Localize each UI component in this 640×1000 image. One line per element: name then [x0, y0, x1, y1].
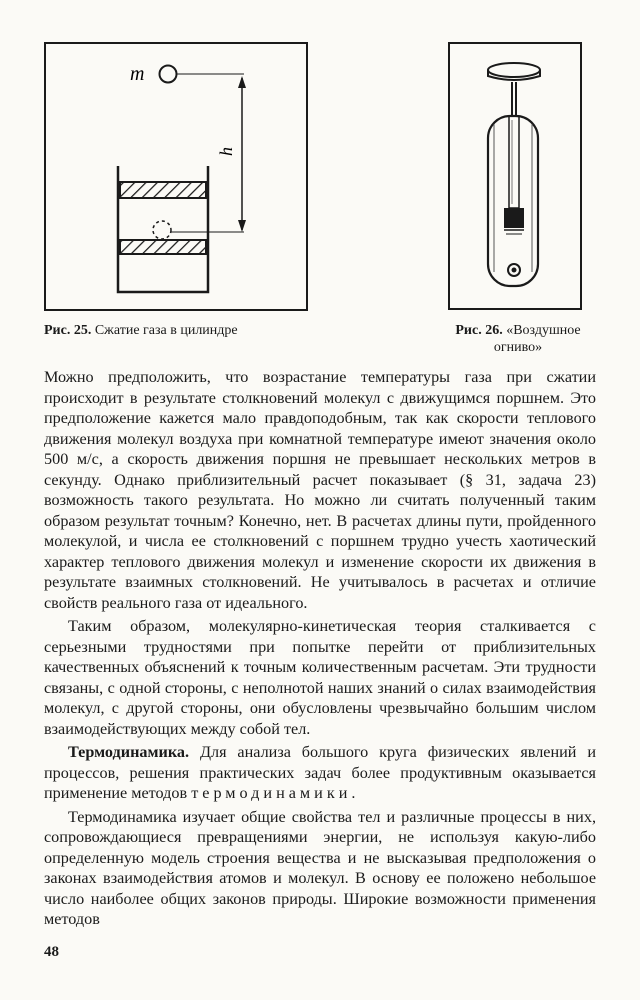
figure-25-gas-compression	[44, 42, 308, 311]
height-label: h	[216, 147, 236, 156]
paragraph-2: Таким образом, молекулярно-кинетическая теория сталкивается с серьезными трудностями при попытке перейти от приблизительных качественных объяснений к точным количественным расчетам. Эти трудности связаны, с одной стороны, с неполнотой наших знаний о силах взаимодействия молекул, с другой стороны, они обусловлены чрезвычайно большим числом взаимодействующих между собой тел.	[44, 617, 596, 738]
thermodynamics-term: термодинамики	[191, 784, 352, 802]
mass-label: m	[130, 63, 145, 85]
thermodynamics-text: Для анализа большого круга физических явлений и процессов, решения практических задач более продуктивным оказывается применение методов	[44, 743, 596, 802]
plunger-knob	[488, 63, 540, 77]
page-number: 48	[44, 944, 59, 960]
figure-26-drawing	[450, 44, 580, 308]
height-arrow-top	[238, 76, 246, 88]
body-text	[44, 367, 596, 930]
figure-25-caption-text: Сжатие газа в цилиндре	[94, 323, 238, 338]
paragraph-thermodynamics	[44, 742, 596, 804]
figure-26-caption-label: Рис. 26.	[455, 323, 503, 338]
figure-26-caption-text: «Воздушное огниво»	[493, 323, 581, 355]
thermodynamics-heading: Термодинамика.	[68, 743, 190, 761]
thermodynamics-period: .	[351, 784, 356, 802]
paragraph-1: Можно предположить, что возрастание температуры газа при сжатии происходит в результате столкновений молекул с движущимся поршнем. Это предположение кажется мало правдоподобным, так как скорости теплового движения молекул воздуха при комнатной температуре имеют значения около 500 м/с, а скорость движения поршня не превышает нескольких метров в секунду. Однако приблизительный расчет показывает (§ 31, задача 23) возможность такого результата. Но можно ли считать полученный таким образом результат точным? Конечно, нет. В расчетах длины пути, пройденного молекулой, и числа ее столкновений с поршнем трудно учесть хаотический характер теплового движения молекул и изменение скорости их движения в результате взаимных столкновений. Не учитывалось в расчетах и отличие свойств реального газа от идеального.	[44, 368, 596, 612]
figure-26-air-igniter	[448, 42, 582, 310]
figure-25-caption-label: Рис. 25.	[44, 323, 92, 338]
paragraph-last: Термодинамика изучает общие свойства тел и различные процессы в них, сопровождающиеся превращениями энергии, не используя какую-либо определенную модель строения вещества и не высказывая предположения о законах взаимодействия атомов и молекул. В основу ее положено небольшое число наиболее общих законов природы. Широкие возможности применения методов	[44, 807, 596, 928]
piston	[504, 208, 524, 228]
piston-bottom-hatched	[120, 240, 206, 254]
mass-ball	[160, 66, 177, 83]
glass-tube	[488, 116, 538, 286]
inner-rod	[509, 116, 519, 208]
figure-25-drawing	[46, 44, 306, 309]
piston-top-hatched	[120, 182, 206, 198]
figure-25-caption	[44, 322, 314, 339]
figure-26-caption	[438, 322, 598, 356]
mass-ball-dashed	[153, 221, 171, 239]
height-arrow-bottom	[238, 220, 246, 232]
